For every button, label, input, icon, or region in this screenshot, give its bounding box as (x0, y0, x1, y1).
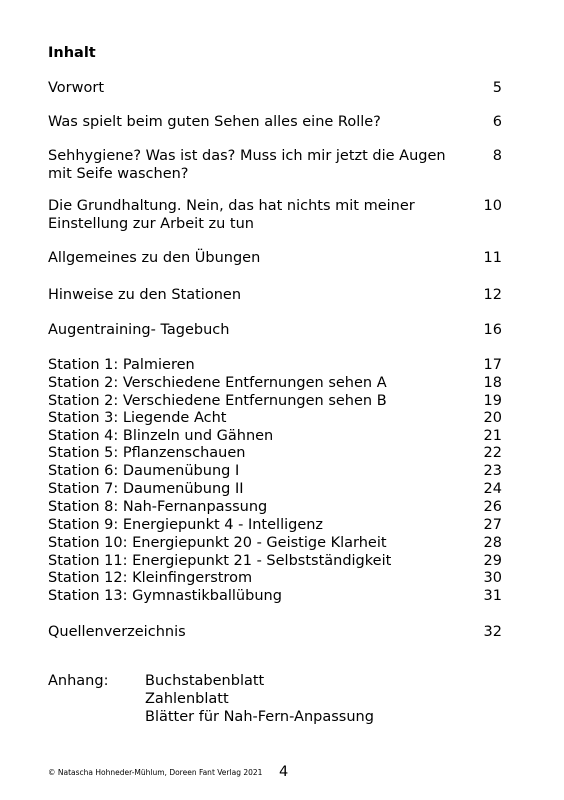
toc-entry (48, 374, 502, 392)
toc-entry-title: Station 7: Daumenübung II (48, 481, 244, 497)
toc-entry-title: Augentraining- Tagebuch (48, 322, 230, 338)
toc-entry (48, 147, 502, 183)
toc-entry-title: Station 4: Blinzeln und Gähnen (48, 428, 274, 444)
toc-entry (48, 356, 502, 374)
toc-entry-title: Was spielt beim guten Sehen alles eine Rolle? (48, 114, 381, 130)
toc-entry-title: Vorwort (48, 80, 105, 96)
toc-entry-page: 6 (492, 114, 502, 130)
toc-entry-title: Hinweise zu den Stationen (48, 287, 242, 303)
toc-entry (48, 534, 502, 552)
toc-entry-page: 5 (492, 80, 502, 96)
toc-entry-page: 19 (483, 393, 502, 409)
toc-entry (48, 79, 502, 97)
toc-entry (48, 516, 502, 534)
toc-entry-title: Allgemeines zu den Übungen (48, 250, 261, 266)
toc-entry (48, 569, 502, 587)
toc-entry (48, 392, 502, 410)
toc-entry-page: 16 (483, 322, 502, 338)
toc-entry (48, 113, 502, 131)
toc-entry-page: 8 (492, 148, 502, 164)
toc-entry-title: Station 1: Palmieren (48, 357, 195, 373)
toc-entry-page: 23 (483, 463, 502, 479)
toc-entry-title: Station 9: Energiepunkt 4 - Intelligenz (48, 517, 324, 533)
toc-entry-title: Station 10: Energiepunkt 20 - Geistige Klarheit (48, 535, 387, 551)
appendix-item: Buchstabenblatt (145, 673, 265, 689)
toc-entry-title: Station 11: Energiepunkt 21 - Selbstständigkeit (48, 553, 392, 569)
toc-entry-page: 12 (483, 287, 502, 303)
appendix-items (145, 672, 374, 726)
toc-entry-page: 30 (483, 570, 502, 586)
toc-entry-page: 18 (483, 375, 502, 391)
toc-entry-title: Sehhygiene? Was ist das? Muss ich mir jetzt die Augen mit Seife waschen? (48, 148, 446, 182)
toc-entry (48, 587, 502, 605)
toc-entry-title: Station 2: Verschiedene Entfernungen sehen B (48, 393, 387, 409)
toc-entry (48, 286, 502, 304)
toc-entry-page: 10 (483, 198, 502, 214)
toc-entry-title: Station 12: Kleinfingerstrom (48, 570, 253, 586)
toc-entry-title: Station 13: Gymnastikballübung (48, 588, 282, 604)
toc-entry-page: 32 (483, 624, 502, 640)
toc-entry (48, 197, 502, 233)
toc-entry-page: 31 (483, 588, 502, 604)
toc-entry-page: 21 (483, 428, 502, 444)
toc-entry (48, 409, 502, 427)
toc-entry-page: 20 (483, 410, 502, 426)
toc-entry-title: Station 8: Nah-Fernanpassung (48, 499, 268, 515)
toc-entry-page: 28 (483, 535, 502, 551)
toc-entry-title: Station 5: Pflanzenschauen (48, 445, 246, 461)
toc-heading: Inhalt (48, 45, 96, 61)
toc-entry-page: 26 (483, 499, 502, 515)
toc-entry-title: Station 3: Liegende Acht (48, 410, 227, 426)
appendix-item: Blätter für Nah-Fern-Anpassung (145, 709, 374, 725)
toc-entry (48, 427, 502, 445)
toc-entry-page: 22 (483, 445, 502, 461)
toc-entry-title: Station 2: Verschiedene Entfernungen sehen A (48, 375, 387, 391)
toc-entry (48, 444, 502, 462)
toc-entry (48, 623, 502, 641)
toc-entry-title: Die Grundhaltung. Nein, das hat nichts mit meiner Einstellung zur Arbeit zu tun (48, 198, 415, 232)
toc-entry-page: 24 (483, 481, 502, 497)
toc-entry (48, 552, 502, 570)
toc-entry (48, 498, 502, 516)
toc-entry-page: 11 (483, 250, 502, 266)
toc-entry-page: 27 (483, 517, 502, 533)
toc-entry-title: Quellenverzeichnis (48, 624, 186, 640)
page-number: 4 (279, 764, 289, 780)
appendix-item: Zahlenblatt (145, 691, 229, 707)
toc-entry (48, 321, 502, 339)
appendix-label: Anhang: (48, 673, 109, 689)
toc-entry (48, 249, 502, 267)
toc-entry (48, 480, 502, 498)
copyright-footer: © Natascha Hohneder-Mühlum, Doreen Fant Verlag 2021 (48, 768, 263, 777)
toc-entry (48, 462, 502, 480)
toc-entry-page: 29 (483, 553, 502, 569)
toc-entry-page: 17 (483, 357, 502, 373)
toc-entry-title: Station 6: Daumenübung I (48, 463, 240, 479)
